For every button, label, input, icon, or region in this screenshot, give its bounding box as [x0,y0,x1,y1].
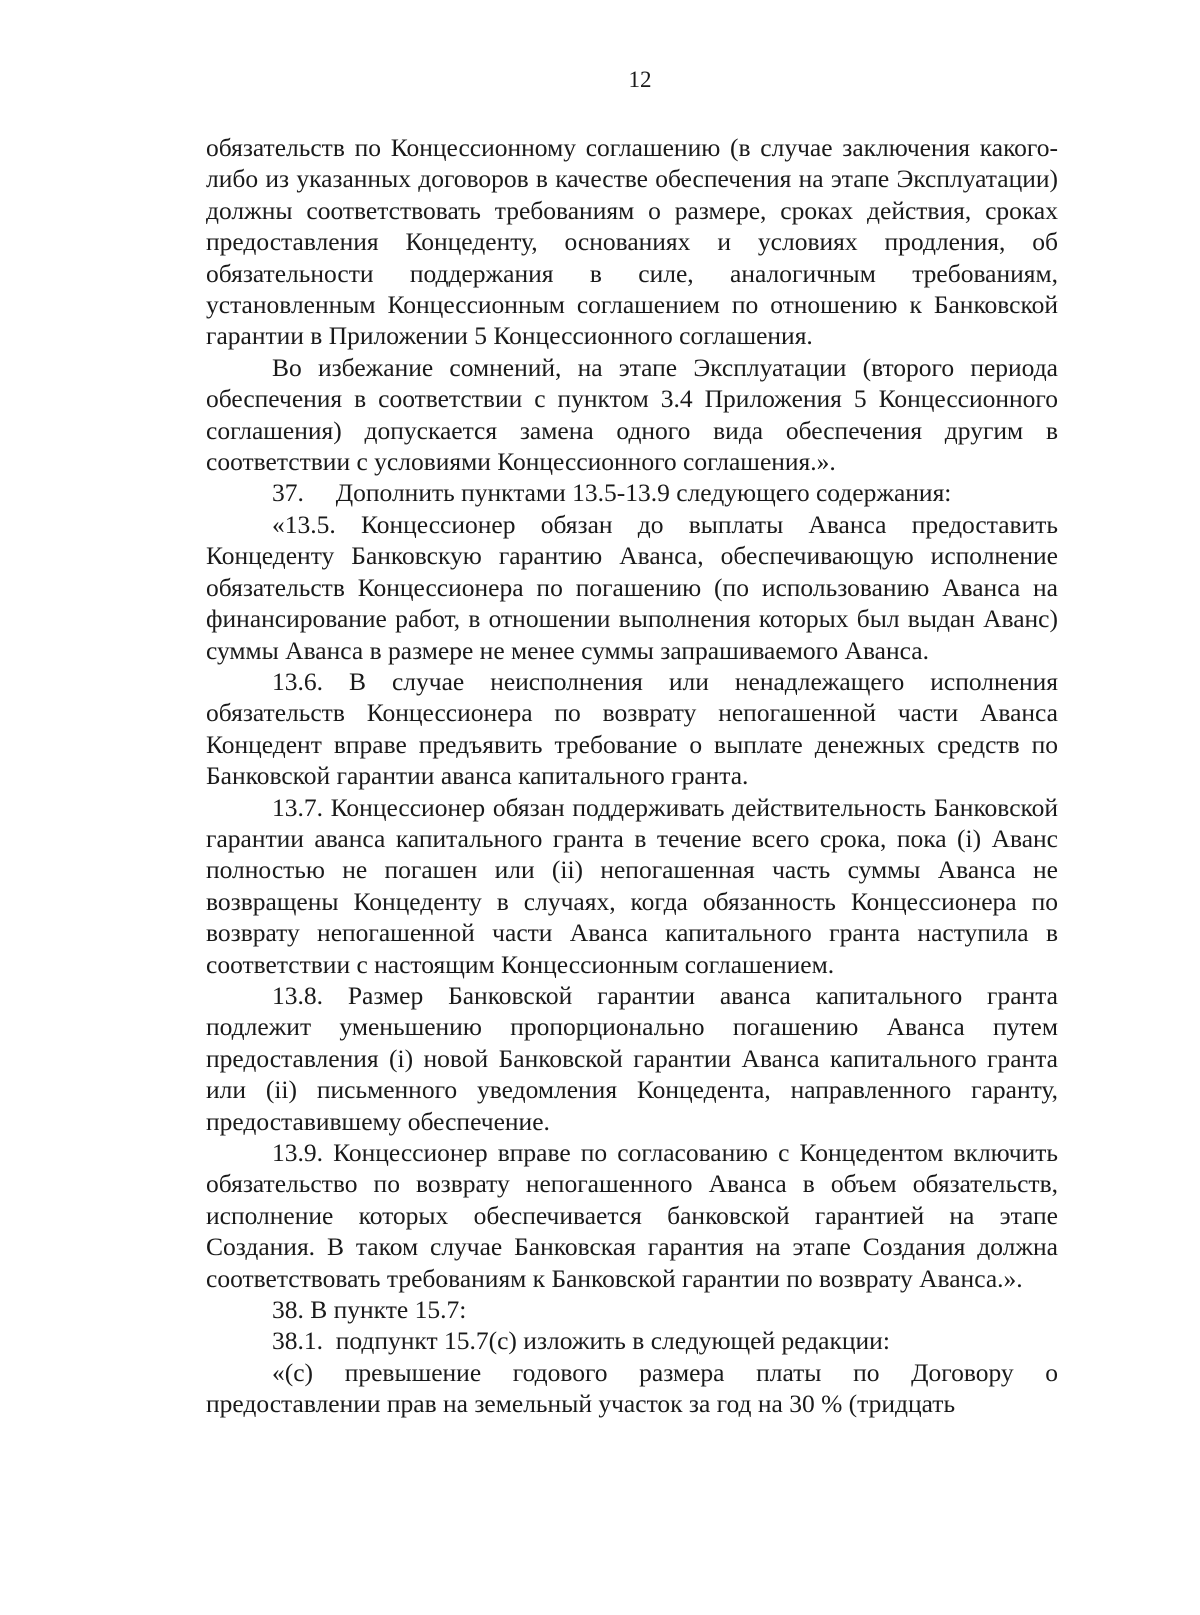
paragraph: «13.5. Концессионер обязан до выплаты Аванса предоставить Концеденту Банковскую гарантию Аванса, обеспечивающую исполнение обязательств Концессионера по погашению (по использованию Аванса на финансирование работ, в отношении выполнения которых был выдан Аванс) суммы Аванса в размере не менее суммы запрашиваемого Аванса. [206,509,1058,665]
paragraph: Во избежание сомнений, на этапе Эксплуатации (второго периода обеспечения в соответствии с пунктом 3.4 Приложения 5 Концессионного соглашения) допускается замена одного вида обеспечения другим в соответствии с условиями Концессионного соглашения.». [206,352,1058,477]
paragraph: 13.7. Концессионер обязан поддерживать действительность Банковской гарантии аванса капитального гранта в течение всего срока, пока (i) Аванс полностью не погашен или (ii) непогашенная часть суммы Аванса не возвращены Концеденту в случаях, когда обязанность Концессионера по возврату непогашенной части Аванса капитального гранта наступила в соответствии с настоящим Концессионным соглашением. [206,792,1058,979]
document-body [206,132,1058,1420]
paragraph: 13.6. В случае неисполнения или ненадлежащего исполнения обязательств Концессионера по возврату непогашенной части Аванса Концедент вправе предъявить требование о выплате денежных средств по Банковской гарантии аванса капитального гранта. [206,666,1058,791]
paragraph: 37. Дополнить пунктами 13.5-13.9 следующего содержания: [272,478,952,508]
paragraph: 13.8. Размер Банковской гарантии аванса капитального гранта подлежит уменьшению пропорционально погашению Аванса путем предоставления (i) новой Банковской гарантии Аванса капитального гранта или (ii) письменного уведомления Концедента, направленного гаранту, предоставившему обеспечение. [206,980,1058,1136]
paragraph: 38. В пункте 15.7: [272,1295,467,1325]
paragraph: обязательств по Концессионному соглашению (в случае заключения какого-либо из указанных договоров в качестве обеспечения на этапе Эксплуатации) должны соответствовать требованиям о размере, сроках действия, сроках предоставления Концеденту, основаниях и условиях продления, об обязательности поддержания в силе, аналогичным требованиям, установленным Концессионным соглашением по отношению к Банковской гарантии в Приложении 5 Концессионного соглашения. [206,133,1058,351]
paragraph: 38.1. подпункт 15.7(c) изложить в следующей редакции: [272,1326,890,1356]
paragraph: «(c) превышение годового размера платы по Договору о предоставлении прав на земельный участок за год на 30 % (тридцать [206,1357,1058,1419]
page-number: 12 [628,67,652,92]
paragraph: 13.9. Концессионер вправе по согласованию с Концедентом включить обязательство по возврату непогашенного Аванса в объем обязательств, исполнение которых обеспечивается банковской гарантией на этапе Создания. В таком случае Банковская гарантия на этапе Создания должна соответствовать требованиям к Банковской гарантии по возврату Аванса.». [206,1138,1058,1293]
